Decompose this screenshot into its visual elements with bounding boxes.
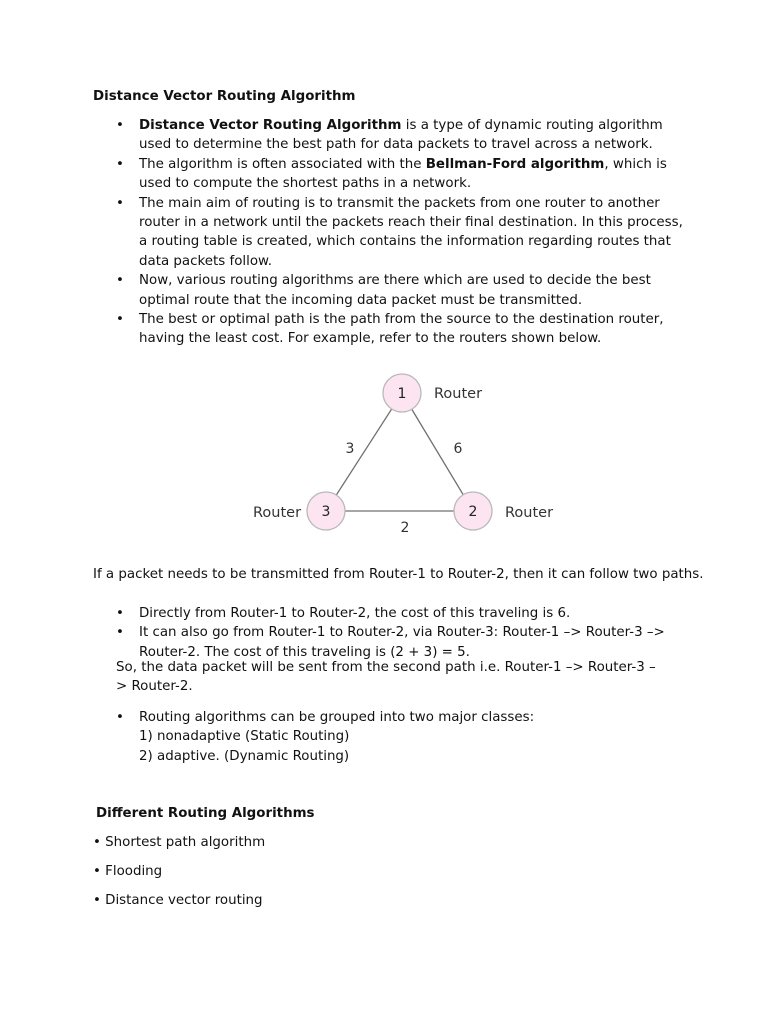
list-item <box>93 708 693 766</box>
edge-cost-r1-r3: 3 <box>345 441 355 457</box>
edge-cost-r3-r2: 2 <box>400 520 410 536</box>
router-label-3: Router <box>253 505 302 521</box>
router-label-2: Router <box>505 505 554 521</box>
router-network-diagram <box>240 368 600 548</box>
classes-bullet-list <box>93 708 693 766</box>
classes-intro: • Routing algorithms can be grouped into two major classes: <box>139 710 535 725</box>
node-label-3: 3 <box>321 504 331 520</box>
section-heading: Different Routing Algorithms <box>96 806 315 821</box>
node-label-2: 2 <box>468 504 478 520</box>
node-label-1: 1 <box>397 386 407 402</box>
edge-r1-r3 <box>326 393 402 511</box>
algorithm-item: • Shortest path algorithm <box>93 835 266 850</box>
example-paragraph: If a packet needs to be transmitted from Router-1 to Router-2, then it can follow two paths. <box>93 567 704 582</box>
intro-bullet-list <box>93 116 693 349</box>
paths-bullet-list <box>93 604 693 662</box>
page-title: Distance Vector Routing Algorithm <box>93 89 356 104</box>
conclusion-text: So, the data packet will be sent from the second path i.e. Router-1 –> Router-3 –> Router-2. <box>116 660 656 695</box>
list-item: • The best or optimal path is the path from the source to the destination router, having the least cost. For example, refer to the routers shown below. <box>93 310 693 349</box>
algorithm-item: • Distance vector routing <box>93 893 263 908</box>
bold-term: Distance Vector Routing Algorithm <box>139 118 402 133</box>
class-item: 1) nonadaptive (Static Routing) <box>139 729 350 745</box>
edge-cost-r1-r2: 6 <box>453 441 463 457</box>
list-item: • Distance Vector Routing Algorithm is a type of dynamic routing algorithm used to determine the best path for data packets to travel across a network. <box>93 116 693 155</box>
router-label-1: Router <box>434 386 483 402</box>
list-item: • The algorithm is often associated with the Bellman-Ford algorithm, which is used to compute the shortest paths in a network. <box>93 155 693 194</box>
list-item: • Now, various routing algorithms are there which are used to decide the best optimal route that the incoming data packet must be transmitted. <box>93 271 693 310</box>
list-item: • The main aim of routing is to transmit the packets from one router to another router in a network until the packets reach their final destination. In this process, a routing table is created, which contains the information regarding routes that data packets follow. <box>93 194 693 272</box>
bold-term: Bellman-Ford algorithm <box>425 156 605 172</box>
list-item: • Directly from Router-1 to Router-2, the cost of this traveling is 6. <box>93 604 693 623</box>
class-item: 2) adaptive. (Dynamic Routing) <box>139 748 350 764</box>
list-item: • It can also go from Router-1 to Router-2, via Router-3: Router-1 –> Router-3 –> Router-2. The cost of this traveling is (2 + 3) = 5. <box>93 623 693 662</box>
algorithm-item: • Flooding <box>93 864 163 879</box>
